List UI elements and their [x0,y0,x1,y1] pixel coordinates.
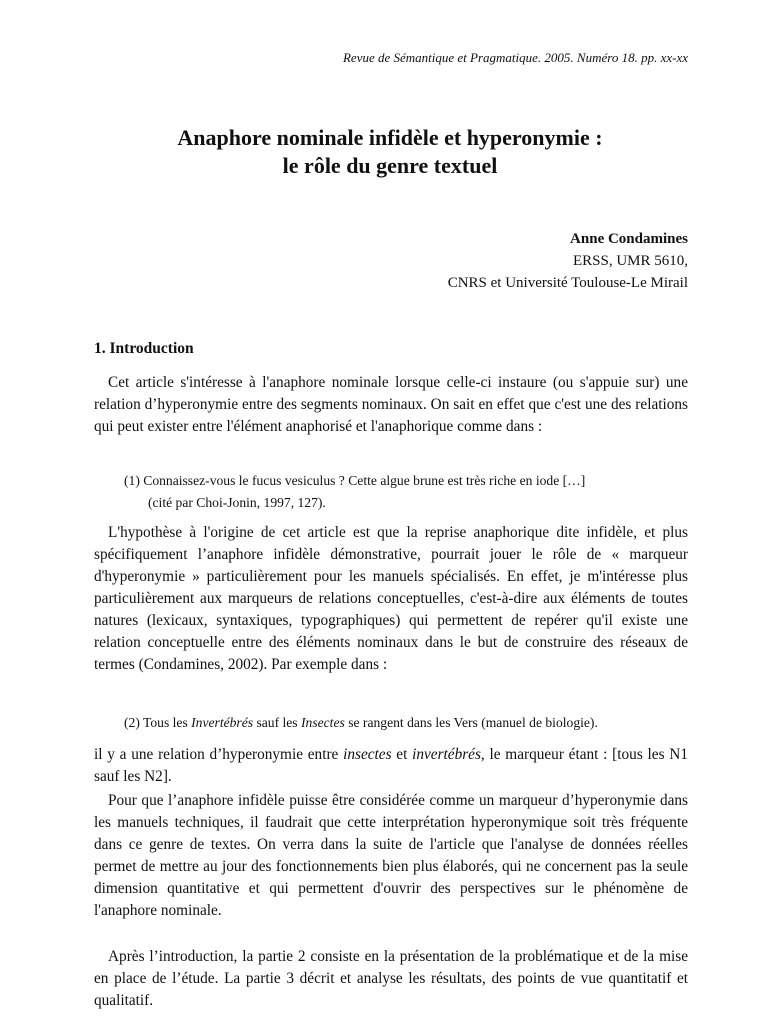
section-heading-introduction: 1. Introduction [94,340,194,357]
paragraph-3-text: il y a une relation d’hyperonymie entre [94,746,344,763]
example-2-text: se rangent dans les Vers (manuel de biologie). [344,715,598,730]
author-affiliation-2: CNRS et Université Toulouse-Le Mirail [447,275,688,291]
paragraph-3-text: et [391,746,413,763]
paper-title [90,124,690,180]
example-2-italic-term: Invertébrés [191,715,254,730]
title-line-2: le rôle du genre textuel [282,153,498,178]
example-1-line-2: (cité par Choi-Jonin, 1997, 127). [148,495,326,510]
example-2-italic-term: Insectes [301,715,345,730]
paragraph-3-italic-term: invertébrés [412,746,481,763]
paragraph-3 [94,744,688,788]
title-line-1: Anaphore nominale infidèle et hyperonymie : [177,125,603,150]
author-block [448,228,688,294]
paragraph-3-italic-term: insectes [343,746,392,763]
example-2-text: (2) Tous les [124,715,192,730]
paragraph-5: Après l’introduction, la partie 2 consiste en la présentation de la problématique et de la mise en place de l’étude. La partie 3 décrit et analyse les résultats, des points de vue quantitatif et qualitatif. [94,948,688,1009]
example-1-line-1: (1) Connaissez-vous le fucus vesiculus ? Cette algue brune est très riche en iode […] [124,473,586,488]
author-name: Anne Condamines [570,231,688,247]
journal-header: Revue de Sémantique et Pragmatique. 2005. Numéro 18. pp. xx-xx [342,50,688,65]
paragraph-4: Pour que l’anaphore infidèle puisse être considérée comme un marqueur d’hyperonymie dans les manuels techniques, il faudrait que cette interprétation hyperonymique soit très fréquente dans ce genre de textes. On verra dans la suite de l'article que l'analyse de données réelles permet de mettre au jour des fonctionnements bien plus élaborés, qui ne concernent pas la seule dimension quantitative et qui permettent d'ouvrir des perspectives sur le phénomène de l'anaphore nominale. [94,792,688,919]
paragraph-1: Cet article s'intéresse à l'anaphore nominale lorsque celle-ci instaure (ou s'appuie sur) une relation d’hyperonymie entre des segments nominaux. On sait en effet que c'est une des relations qui peut exister entre l'élément anaphorisé et l'anaphorique comme dans : [94,374,688,435]
author-affiliation-1: ERSS, UMR 5610, [572,253,688,269]
example-2-text: sauf les [253,715,301,730]
paragraph-3-text: , le marqueur étant : [tous les N1 sauf les N2]. [94,746,688,785]
paragraph-2: L'hypothèse à l'origine de cet article est que la reprise anaphorique dite infidèle, et plus spécifiquement l’anaphore infidèle démonstrative, pourrait jouer le rôle de « marqueur d'hyperonymie » particulièrement pour les manuels spécialisés. En effet, je m'intéresse plus particulièrement aux marqueurs de relations conceptuelles, c'est-à-dire aux éléments de toutes natures (lexicaux, syntaxiques, typographiques) qui permettent de repérer qu'il existe une relation conceptuelle entre des éléments nominaux dans le but de construire des réseaux de termes (Condamines, 2002). Par exemple dans : [94,524,688,673]
example-2 [124,712,688,734]
example-1 [124,470,688,514]
